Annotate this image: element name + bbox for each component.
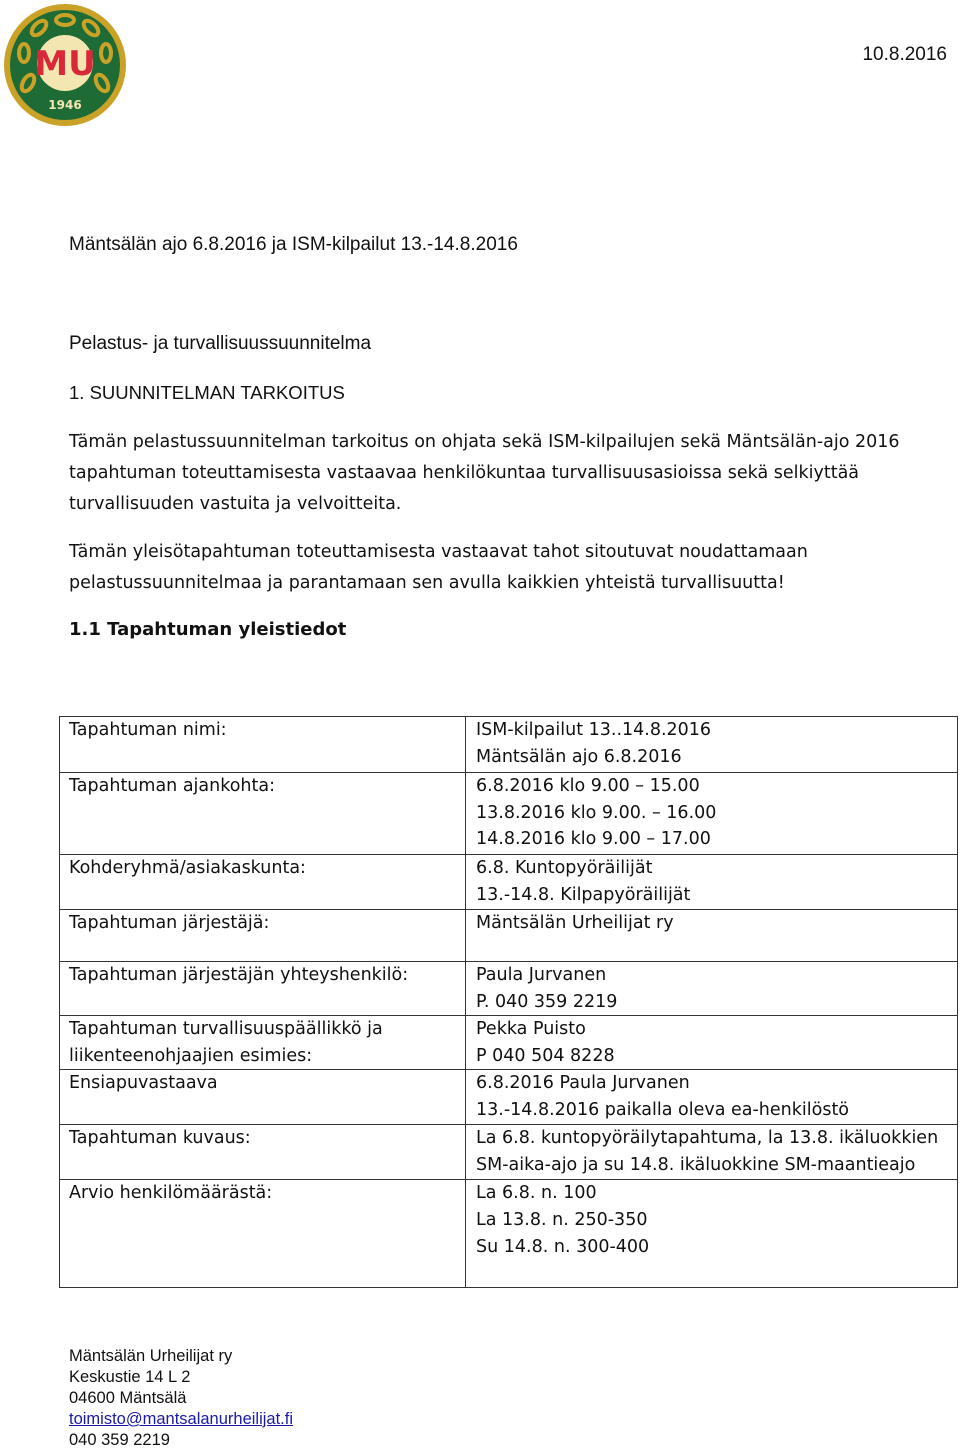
info-value-cell <box>466 773 958 855</box>
info-value-cell <box>466 717 958 773</box>
info-value: Pekka Puisto <box>476 1019 586 1040</box>
info-value: 13.-14.8. Kilpapyöräilijät <box>476 884 691 905</box>
info-table-row <box>60 717 958 773</box>
info-value: 6.8.2016 klo 9.00 – 15.00 <box>476 776 700 796</box>
info-label-cell <box>60 773 466 855</box>
footer-contact <box>69 1346 293 1451</box>
info-value: Mäntsälän ajo 6.8.2016 <box>476 746 682 767</box>
footer-email-link[interactable]: toimisto@mantsalanurheilijat.fi <box>69 1410 294 1428</box>
commitment-paragraph <box>69 537 929 599</box>
info-value-cell <box>466 910 958 962</box>
info-table-row <box>60 910 958 962</box>
info-label: Arvio henkilömäärästä: <box>69 1183 273 1204</box>
paragraph-line: Tämän pelastussuunnitelman tarkoitus on ohjata sekä ISM-kilpailujen sekä Mäntsälän-ajo 2016 <box>69 432 900 452</box>
info-label-cell <box>60 1180 466 1288</box>
section-heading-general-info: 1.1 Tapahtuman yleistiedot <box>69 619 347 640</box>
info-value: Su 14.8. n. 300-400 <box>476 1236 650 1257</box>
info-value: Paula Jurvanen <box>476 965 607 985</box>
info-label: Tapahtuman järjestäjän yhteyshenkilö: <box>69 965 409 985</box>
footer-phone: 040 359 2219 <box>69 1431 170 1449</box>
info-value: La 13.8. n. 250-350 <box>476 1209 648 1230</box>
info-value: SM-aika-ajo ja su 14.8. ikäluokkine SM-maantieajo <box>476 1154 916 1175</box>
info-table-row <box>60 855 958 910</box>
info-value: 6.8.2016 Paula Jurvanen <box>476 1073 690 1094</box>
info-value: La 6.8. kuntopyöräilytapahtuma, la 13.8. ikäluokkien <box>476 1128 939 1149</box>
info-value: ISM-kilpailut 13..14.8.2016 <box>476 720 712 740</box>
logo-letters: MU <box>34 44 96 84</box>
info-table-row <box>60 1180 958 1288</box>
info-value-cell <box>466 1180 958 1288</box>
logo-year: 1946 <box>48 98 82 112</box>
paragraph-line: tapahtuman toteuttamisesta vastaavaa henkilökuntaa turvallisuusasioissa sekä selkiyttää <box>69 463 860 483</box>
info-value: 13.8.2016 klo 9.00. – 16.00 <box>476 802 717 823</box>
info-value: P 040 504 8228 <box>476 1045 615 1066</box>
document-subtitle: Pelastus- ja turvallisuussuunnitelma <box>69 333 372 354</box>
document-title: Mäntsälän ajo 6.8.2016 ja ISM-kilpailut 13.-14.8.2016 <box>69 234 518 255</box>
info-label: Kohderyhmä/asiakaskunta: <box>69 858 306 878</box>
footer-street: Keskustie 14 L 2 <box>69 1368 191 1386</box>
info-label-cell <box>60 1016 466 1070</box>
info-value-cell <box>466 1070 958 1125</box>
event-info-table <box>59 716 958 1288</box>
info-label-cell <box>60 1070 466 1125</box>
info-value-cell <box>466 855 958 910</box>
info-value: 6.8. Kuntopyöräilijät <box>476 858 653 878</box>
info-label-cell <box>60 855 466 910</box>
info-label: Tapahtuman ajankohta: <box>69 776 276 796</box>
info-value: La 6.8. n. 100 <box>476 1183 597 1204</box>
info-label-cell <box>60 962 466 1016</box>
info-table-row <box>60 1016 958 1070</box>
info-value: 13.-14.8.2016 paikalla oleva ea-henkilöstö <box>476 1099 850 1120</box>
info-table-row <box>60 962 958 1016</box>
paragraph-line: turvallisuuden vastuita ja velvoitteita. <box>69 494 402 514</box>
info-label: Tapahtuman nimi: <box>69 720 227 740</box>
info-value: Mäntsälän Urheilijat ry <box>476 913 674 933</box>
info-label: Tapahtuman turvallisuuspäällikkö ja <box>69 1019 383 1040</box>
club-logo <box>3 3 127 127</box>
info-table-row <box>60 1125 958 1180</box>
info-label: Ensiapuvastaava <box>69 1073 218 1094</box>
info-value-cell <box>466 1125 958 1180</box>
info-label-cell <box>60 1125 466 1180</box>
info-value-cell <box>466 1016 958 1070</box>
paragraph-line: Tämän yleisötapahtuman toteuttamisesta vastaavat tahot sitoutuvat noudattamaan <box>69 542 808 562</box>
info-label: Tapahtuman järjestäjä: <box>69 913 270 933</box>
info-value-cell <box>466 962 958 1016</box>
footer-org: Mäntsälän Urheilijat ry <box>69 1347 233 1365</box>
info-label-cell <box>60 717 466 773</box>
info-value: P. 040 359 2219 <box>476 991 618 1012</box>
info-label-cell <box>60 910 466 962</box>
info-table-row <box>60 1070 958 1125</box>
info-value: 14.8.2016 klo 9.00 – 17.00 <box>476 829 711 850</box>
purpose-paragraph <box>69 427 929 520</box>
footer-postal: 04600 Mäntsälä <box>69 1389 187 1407</box>
info-table-row <box>60 773 958 855</box>
document-date: 10.8.2016 <box>862 44 947 65</box>
paragraph-line: pelastussuunnitelmaa ja parantamaan sen avulla kaikkien yhteistä turvallisuutta! <box>69 573 785 593</box>
info-label: Tapahtuman kuvaus: <box>69 1128 251 1149</box>
info-label: liikenteenohjaajien esimies: <box>69 1045 313 1066</box>
section-heading-purpose: 1. SUUNNITELMAN TARKOITUS <box>69 382 345 403</box>
